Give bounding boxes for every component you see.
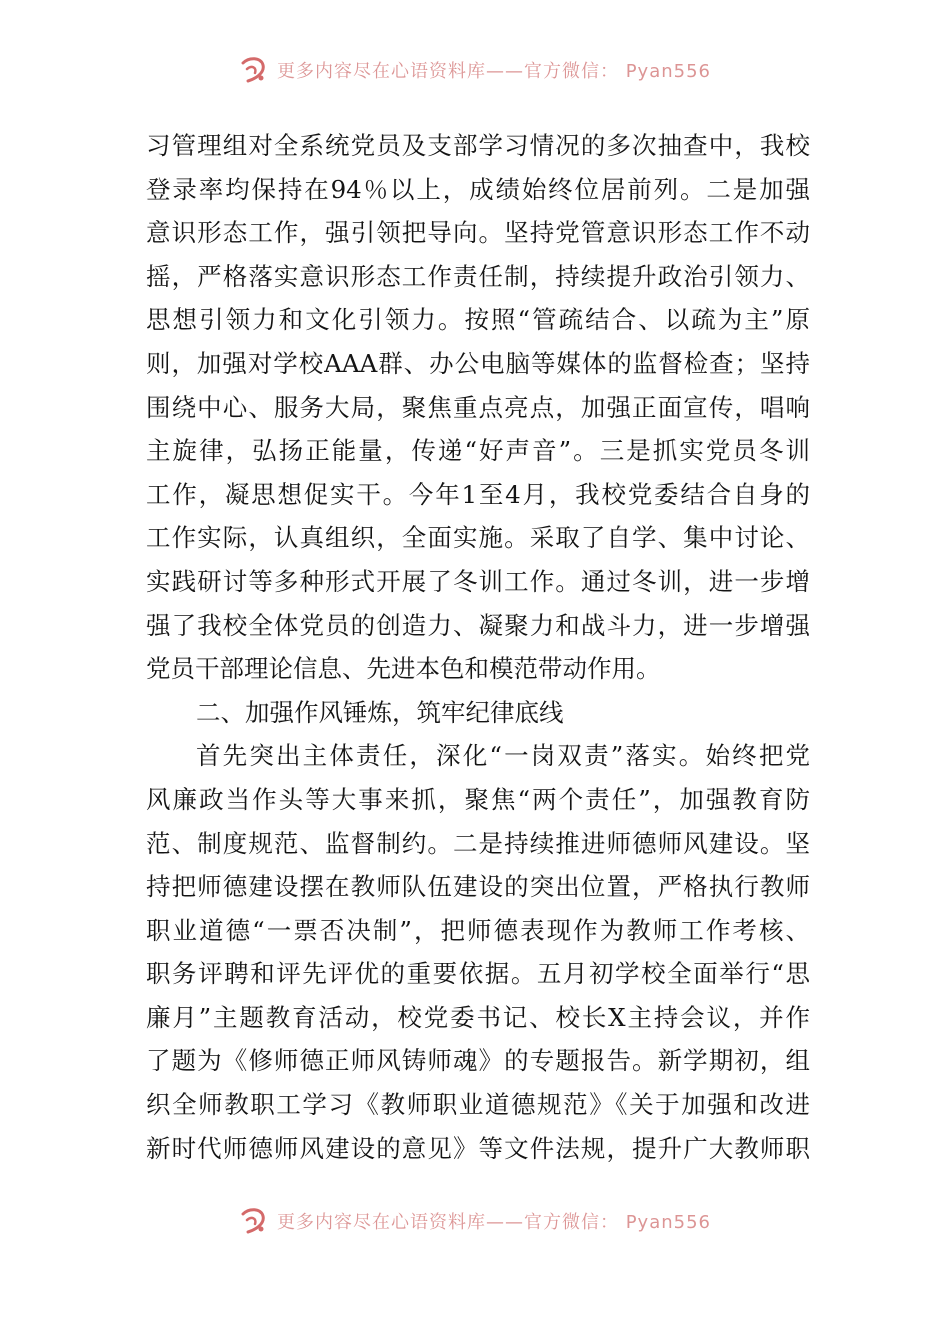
text-line: 了题为《修师德正师风铸师魂》的专题报告。新学期初，组 — [146, 1046, 810, 1076]
heading-line: 二、加强作风锤炼，筑牢纪律底线 — [196, 697, 564, 727]
text-line: 实践研讨等多种形式开展了冬训工作。通过冬训，进一步增 — [146, 566, 810, 596]
text-line: 强了我校全体党员的创造力、凝聚力和战斗力，进一步增强 — [146, 610, 810, 640]
watermark-footer — [0, 1203, 950, 1239]
text-line: 则，加强对学校AAA群、办公电脑等媒体的监督检查；坚持 — [146, 348, 810, 378]
text-line: 主旋律，弘扬正能量，传递“好声音”。三是抓实党员冬训 — [146, 436, 810, 466]
document-body — [146, 124, 810, 1170]
text-line: 职务评聘和评先评优的重要依据。五月初学校全面举行“思 — [146, 959, 810, 989]
text-line: 首先突出主体责任，深化“一岗双责”落实。始终把党 — [196, 741, 810, 771]
watermark-logo-icon — [239, 1206, 269, 1236]
text-line: 党员干部理论信息、先进本色和模范带动作用。 — [146, 654, 661, 684]
text-line: 范、制度规范、监督制约。二是持续推进师德师风建设。坚 — [146, 828, 810, 858]
text-line: 职业道德“一票否决制”，把师德表现作为教师工作考核、 — [146, 915, 810, 945]
text-line: 工作，凝思想促实干。今年1至4月，我校党委结合自身的 — [146, 479, 810, 509]
text-line: 思想引领力和文化引领力。按照“管疏结合、以疏为主”原 — [146, 305, 810, 335]
text-line: 工作实际，认真组织，全面实施。采取了自学、集中讨论、 — [146, 523, 810, 553]
text-line: 织全师教职工学习《教师职业道德规范》《关于加强和改进 — [146, 1090, 810, 1120]
text-line: 新时代师德师风建设的意见》等文件法规，提升广大教师职 — [146, 1133, 810, 1163]
text-line: 登录率均保持在94％以上，成绩始终位居前列。二是加强 — [146, 174, 810, 204]
paragraph — [146, 124, 810, 691]
paragraph — [146, 734, 810, 1170]
watermark-text: 更多内容尽在心语资料库——官方微信： Pyan556 — [276, 61, 712, 82]
text-line: 廉月”主题教育活动，校党委书记、校长X主持会议，并作 — [146, 1002, 810, 1032]
text-line: 习管理组对全系统党员及支部学习情况的多次抽查中，我校 — [146, 131, 810, 160]
text-line: 持把师德建设摆在教师队伍建设的突出位置，严格执行教师 — [146, 872, 810, 902]
section-heading — [146, 691, 810, 735]
watermark-header — [0, 52, 950, 88]
watermark-text: 更多内容尽在心语资料库——官方微信： Pyan556 — [276, 1212, 712, 1233]
watermark-logo-icon — [239, 55, 269, 85]
text-line: 围绕中心、服务大局，聚焦重点亮点，加强正面宣传，唱响 — [146, 392, 810, 422]
text-line: 风廉政当作头等大事来抓，聚焦“两个责任”，加强教育防 — [146, 784, 810, 814]
text-line: 意识形态工作，强引领把导向。坚持党管意识形态工作不动 — [146, 218, 810, 248]
text-line: 摇，严格落实意识形态工作责任制，持续提升政治引领力、 — [146, 261, 810, 291]
